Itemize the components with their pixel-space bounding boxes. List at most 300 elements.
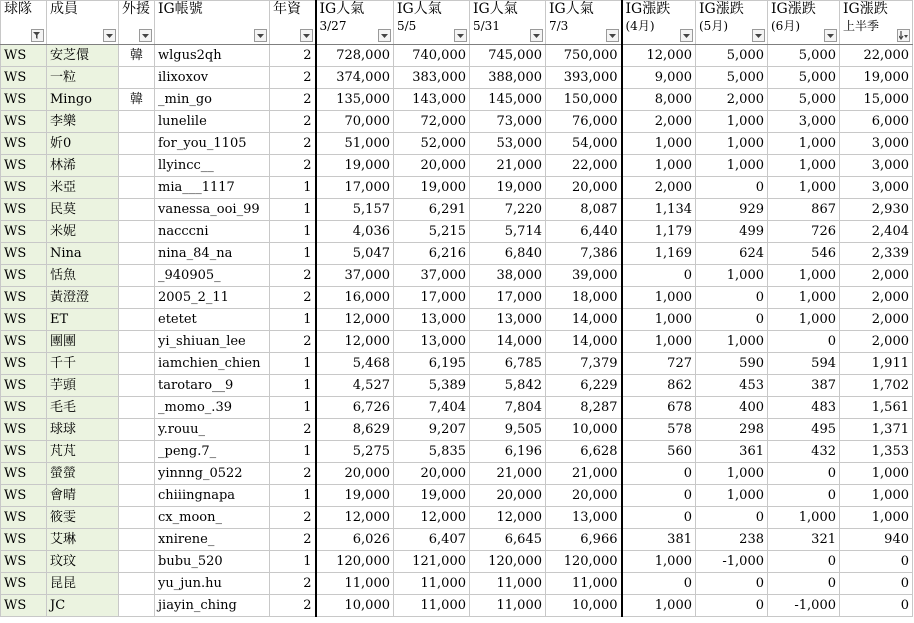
cell-ig-0531[interactable]: 6,196 [470,441,546,463]
cell-ig-0505[interactable]: 121,000 [394,551,470,573]
cell-ig-0505[interactable]: 383,000 [394,67,470,89]
cell-seniority[interactable]: 2 [270,111,316,133]
cell-change-h1[interactable]: 1,371 [840,419,913,441]
cell-foreign[interactable] [119,595,155,617]
cell-ig-0327[interactable]: 6,026 [316,529,394,551]
cell-ig-0327[interactable]: 120,000 [316,551,394,573]
cell-ig-account[interactable]: yu_jun.hu [155,573,270,595]
cell-ig-0327[interactable]: 135,000 [316,89,394,111]
cell-ig-0505[interactable]: 17,000 [394,287,470,309]
cell-change-h1[interactable]: 1,561 [840,397,913,419]
cell-change-apr[interactable]: 678 [622,397,696,419]
cell-change-may[interactable]: 400 [696,397,768,419]
cell-team[interactable]: WS [1,243,47,265]
cell-ig-0505[interactable]: 12,000 [394,507,470,529]
cell-ig-0703[interactable]: 120,000 [546,551,622,573]
cell-ig-0327[interactable]: 10,000 [316,595,394,617]
cell-foreign[interactable] [119,441,155,463]
cell-change-may[interactable]: 929 [696,199,768,221]
chevron-down-filter-button[interactable] [680,29,693,42]
cell-change-jun[interactable]: 1,000 [768,177,840,199]
cell-change-may[interactable]: 298 [696,419,768,441]
cell-change-apr[interactable]: 8,000 [622,89,696,111]
cell-change-apr[interactable]: 381 [622,529,696,551]
cell-ig-account[interactable]: _min_go [155,89,270,111]
cell-ig-0505[interactable]: 6,216 [394,243,470,265]
cell-seniority[interactable]: 1 [270,485,316,507]
cell-change-may[interactable]: 0 [696,309,768,331]
cell-foreign[interactable] [119,155,155,177]
cell-change-jun[interactable]: -1,000 [768,595,840,617]
cell-ig-0327[interactable]: 8,629 [316,419,394,441]
cell-foreign[interactable] [119,221,155,243]
cell-change-may[interactable]: 361 [696,441,768,463]
cell-change-may[interactable]: 5,000 [696,45,768,67]
cell-change-apr[interactable]: 12,000 [622,45,696,67]
cell-ig-0505[interactable]: 19,000 [394,177,470,199]
cell-change-may[interactable]: 2,000 [696,89,768,111]
cell-ig-account[interactable]: for_you_1105 [155,133,270,155]
cell-change-may[interactable]: 5,000 [696,67,768,89]
cell-ig-0703[interactable]: 8,287 [546,397,622,419]
cell-change-apr[interactable]: 2,000 [622,177,696,199]
cell-member[interactable]: 芃芃 [47,441,119,463]
cell-foreign[interactable]: 韓 [119,45,155,67]
cell-ig-0703[interactable]: 6,440 [546,221,622,243]
cell-change-apr[interactable]: 560 [622,441,696,463]
cell-change-jun[interactable]: 3,000 [768,111,840,133]
cell-change-apr[interactable]: 1,000 [622,595,696,617]
cell-ig-0703[interactable]: 10,000 [546,595,622,617]
cell-ig-account[interactable]: mia___1117 [155,177,270,199]
cell-ig-0531[interactable]: 73,000 [470,111,546,133]
cell-ig-0327[interactable]: 6,726 [316,397,394,419]
cell-change-h1[interactable]: 3,000 [840,133,913,155]
chevron-down-filter-button[interactable] [752,29,765,42]
cell-ig-0703[interactable]: 22,000 [546,155,622,177]
cell-ig-0703[interactable]: 14,000 [546,309,622,331]
cell-ig-0703[interactable]: 76,000 [546,111,622,133]
cell-team[interactable]: WS [1,67,47,89]
cell-change-h1[interactable]: 22,000 [840,45,913,67]
cell-ig-0703[interactable]: 7,379 [546,353,622,375]
cell-ig-0327[interactable]: 12,000 [316,507,394,529]
cell-ig-0531[interactable]: 7,804 [470,397,546,419]
cell-member[interactable]: 螢螢 [47,463,119,485]
cell-member[interactable]: JC [47,595,119,617]
cell-change-jun[interactable]: 594 [768,353,840,375]
cell-change-may[interactable]: 238 [696,529,768,551]
cell-ig-0531[interactable]: 21,000 [470,463,546,485]
cell-change-jun[interactable]: 5,000 [768,67,840,89]
cell-seniority[interactable]: 2 [270,331,316,353]
cell-ig-0703[interactable]: 21,000 [546,463,622,485]
cell-ig-0327[interactable]: 70,000 [316,111,394,133]
cell-ig-0703[interactable]: 18,000 [546,287,622,309]
cell-change-apr[interactable]: 727 [622,353,696,375]
cell-ig-0327[interactable]: 20,000 [316,463,394,485]
cell-change-jun[interactable]: 1,000 [768,287,840,309]
cell-ig-account[interactable]: chiiingnapa [155,485,270,507]
cell-change-h1[interactable]: 940 [840,529,913,551]
cell-seniority[interactable]: 2 [270,529,316,551]
cell-seniority[interactable]: 1 [270,375,316,397]
cell-change-jun[interactable]: 5,000 [768,89,840,111]
cell-seniority[interactable]: 1 [270,177,316,199]
chevron-down-filter-button[interactable] [454,29,467,42]
cell-team[interactable]: WS [1,573,47,595]
cell-seniority[interactable]: 1 [270,353,316,375]
cell-member[interactable]: 會晴 [47,485,119,507]
cell-ig-0505[interactable]: 5,389 [394,375,470,397]
cell-ig-0327[interactable]: 51,000 [316,133,394,155]
cell-ig-0703[interactable]: 6,628 [546,441,622,463]
cell-ig-0703[interactable]: 39,000 [546,265,622,287]
cell-ig-0505[interactable]: 11,000 [394,573,470,595]
cell-member[interactable]: 玟玟 [47,551,119,573]
cell-change-may[interactable]: 1,000 [696,111,768,133]
cell-team[interactable]: WS [1,551,47,573]
cell-ig-0505[interactable]: 5,835 [394,441,470,463]
cell-member[interactable]: 安芝儇 [47,45,119,67]
cell-change-jun[interactable]: 483 [768,397,840,419]
cell-change-apr[interactable]: 0 [622,507,696,529]
cell-change-h1[interactable]: 2,000 [840,265,913,287]
cell-change-may[interactable]: 0 [696,287,768,309]
chevron-down-filter-button[interactable] [530,29,543,42]
cell-ig-0505[interactable]: 6,291 [394,199,470,221]
cell-foreign[interactable] [119,111,155,133]
cell-ig-0703[interactable]: 14,000 [546,331,622,353]
cell-change-h1[interactable]: 6,000 [840,111,913,133]
cell-ig-0703[interactable]: 20,000 [546,177,622,199]
cell-ig-0703[interactable]: 13,000 [546,507,622,529]
cell-ig-0505[interactable]: 20,000 [394,463,470,485]
cell-change-h1[interactable]: 2,404 [840,221,913,243]
cell-ig-account[interactable]: cx_moon_ [155,507,270,529]
filter-active-filter-button[interactable] [31,29,44,42]
cell-change-may[interactable]: 1,000 [696,485,768,507]
cell-ig-0703[interactable]: 6,966 [546,529,622,551]
cell-member[interactable]: 一粒 [47,67,119,89]
cell-foreign[interactable] [119,133,155,155]
cell-ig-0531[interactable]: 5,842 [470,375,546,397]
cell-change-apr[interactable]: 1,000 [622,133,696,155]
cell-change-may[interactable]: 1,000 [696,265,768,287]
cell-seniority[interactable]: 2 [270,463,316,485]
cell-ig-0531[interactable]: 120,000 [470,551,546,573]
cell-team[interactable]: WS [1,89,47,111]
cell-change-apr[interactable]: 0 [622,573,696,595]
cell-change-jun[interactable]: 546 [768,243,840,265]
cell-change-may[interactable]: 1,000 [696,463,768,485]
cell-change-h1[interactable]: 1,000 [840,463,913,485]
cell-ig-account[interactable]: tarotaro__9 [155,375,270,397]
cell-foreign[interactable] [119,463,155,485]
cell-change-jun[interactable]: 0 [768,463,840,485]
cell-member[interactable]: 民莫 [47,199,119,221]
chevron-down-filter-button[interactable] [103,29,116,42]
cell-team[interactable]: WS [1,397,47,419]
cell-ig-0531[interactable]: 17,000 [470,287,546,309]
cell-foreign[interactable] [119,419,155,441]
cell-foreign[interactable] [119,265,155,287]
cell-change-may[interactable]: 0 [696,595,768,617]
cell-ig-account[interactable]: ilixoxov [155,67,270,89]
cell-change-h1[interactable]: 1,353 [840,441,913,463]
cell-ig-account[interactable]: jiayin_ching [155,595,270,617]
cell-team[interactable]: WS [1,45,47,67]
cell-ig-0531[interactable]: 7,220 [470,199,546,221]
cell-member[interactable]: 米亞 [47,177,119,199]
cell-seniority[interactable]: 1 [270,441,316,463]
cell-change-apr[interactable]: 1,169 [622,243,696,265]
cell-team[interactable]: WS [1,199,47,221]
cell-foreign[interactable] [119,551,155,573]
cell-change-h1[interactable]: 3,000 [840,177,913,199]
cell-change-h1[interactable]: 0 [840,551,913,573]
cell-member[interactable]: Mingo [47,89,119,111]
cell-team[interactable]: WS [1,221,47,243]
cell-ig-0531[interactable]: 13,000 [470,309,546,331]
cell-member[interactable]: 林浠 [47,155,119,177]
cell-foreign[interactable] [119,507,155,529]
cell-change-jun[interactable]: 0 [768,331,840,353]
cell-ig-0531[interactable]: 145,000 [470,89,546,111]
cell-change-jun[interactable]: 1,000 [768,507,840,529]
cell-ig-0327[interactable]: 19,000 [316,485,394,507]
cell-change-may[interactable]: -1,000 [696,551,768,573]
cell-ig-account[interactable]: lunelile [155,111,270,133]
cell-seniority[interactable]: 2 [270,595,316,617]
cell-seniority[interactable]: 1 [270,309,316,331]
cell-foreign[interactable] [119,353,155,375]
cell-seniority[interactable]: 2 [270,287,316,309]
cell-ig-0703[interactable]: 7,386 [546,243,622,265]
cell-ig-0703[interactable]: 393,000 [546,67,622,89]
cell-ig-account[interactable]: nacccni [155,221,270,243]
cell-ig-0505[interactable]: 5,215 [394,221,470,243]
cell-ig-account[interactable]: vanessa_ooi_99 [155,199,270,221]
cell-member[interactable]: 芋頭 [47,375,119,397]
cell-ig-0531[interactable]: 6,840 [470,243,546,265]
cell-change-may[interactable]: 1,000 [696,331,768,353]
cell-member[interactable]: 黃澄澄 [47,287,119,309]
cell-change-jun[interactable]: 0 [768,485,840,507]
cell-change-jun[interactable]: 726 [768,221,840,243]
cell-seniority[interactable]: 1 [270,221,316,243]
cell-team[interactable]: WS [1,309,47,331]
cell-ig-account[interactable]: xnirene_ [155,529,270,551]
cell-team[interactable]: WS [1,485,47,507]
cell-team[interactable]: WS [1,353,47,375]
cell-change-jun[interactable]: 1,000 [768,155,840,177]
cell-seniority[interactable]: 1 [270,243,316,265]
cell-ig-0327[interactable]: 728,000 [316,45,394,67]
cell-ig-account[interactable]: wlgus2qh [155,45,270,67]
cell-ig-0703[interactable]: 20,000 [546,485,622,507]
cell-ig-0505[interactable]: 11,000 [394,595,470,617]
cell-ig-0327[interactable]: 5,047 [316,243,394,265]
cell-ig-account[interactable]: yinnng_0522 [155,463,270,485]
cell-ig-0531[interactable]: 745,000 [470,45,546,67]
cell-change-jun[interactable]: 0 [768,551,840,573]
cell-ig-0505[interactable]: 143,000 [394,89,470,111]
cell-change-jun[interactable]: 0 [768,573,840,595]
cell-member[interactable]: 李樂 [47,111,119,133]
cell-ig-0327[interactable]: 11,000 [316,573,394,595]
cell-ig-0505[interactable]: 6,407 [394,529,470,551]
cell-change-jun[interactable]: 321 [768,529,840,551]
cell-change-h1[interactable]: 2,000 [840,287,913,309]
cell-change-h1[interactable]: 1,000 [840,507,913,529]
cell-foreign[interactable] [119,573,155,595]
cell-seniority[interactable]: 2 [270,507,316,529]
cell-foreign[interactable] [119,199,155,221]
cell-ig-0505[interactable]: 19,000 [394,485,470,507]
cell-team[interactable]: WS [1,595,47,617]
cell-change-apr[interactable]: 0 [622,485,696,507]
cell-change-jun[interactable]: 1,000 [768,309,840,331]
cell-change-apr[interactable]: 1,134 [622,199,696,221]
cell-team[interactable]: WS [1,331,47,353]
cell-change-apr[interactable]: 9,000 [622,67,696,89]
cell-seniority[interactable]: 2 [270,133,316,155]
cell-change-apr[interactable]: 1,000 [622,155,696,177]
cell-ig-account[interactable]: llyincc__ [155,155,270,177]
cell-change-may[interactable]: 453 [696,375,768,397]
cell-ig-0703[interactable]: 8,087 [546,199,622,221]
cell-change-apr[interactable]: 862 [622,375,696,397]
cell-change-jun[interactable]: 495 [768,419,840,441]
cell-seniority[interactable]: 2 [270,419,316,441]
cell-team[interactable]: WS [1,441,47,463]
cell-team[interactable]: WS [1,177,47,199]
cell-seniority[interactable]: 2 [270,573,316,595]
cell-ig-0531[interactable]: 12,000 [470,507,546,529]
cell-team[interactable]: WS [1,287,47,309]
cell-ig-0531[interactable]: 5,714 [470,221,546,243]
cell-ig-0505[interactable]: 13,000 [394,331,470,353]
cell-change-apr[interactable]: 1,000 [622,551,696,573]
cell-ig-0505[interactable]: 72,000 [394,111,470,133]
cell-team[interactable]: WS [1,463,47,485]
cell-ig-account[interactable]: iamchien_chien [155,353,270,375]
cell-ig-account[interactable]: bubu_520 [155,551,270,573]
cell-seniority[interactable]: 2 [270,155,316,177]
cell-ig-account[interactable]: y.rouu_ [155,419,270,441]
cell-member[interactable]: 筱雯 [47,507,119,529]
cell-change-apr[interactable]: 1,179 [622,221,696,243]
cell-change-h1[interactable]: 2,000 [840,309,913,331]
cell-foreign[interactable] [119,287,155,309]
cell-team[interactable]: WS [1,529,47,551]
cell-foreign[interactable] [119,529,155,551]
cell-team[interactable]: WS [1,265,47,287]
cell-change-jun[interactable]: 432 [768,441,840,463]
cell-ig-0531[interactable]: 388,000 [470,67,546,89]
cell-ig-0703[interactable]: 750,000 [546,45,622,67]
cell-change-apr[interactable]: 0 [622,463,696,485]
cell-change-may[interactable]: 590 [696,353,768,375]
cell-ig-0703[interactable]: 11,000 [546,573,622,595]
cell-member[interactable]: 球球 [47,419,119,441]
cell-ig-0327[interactable]: 5,468 [316,353,394,375]
cell-member[interactable]: Nina [47,243,119,265]
chevron-down-filter-button[interactable] [139,29,152,42]
cell-ig-0703[interactable]: 150,000 [546,89,622,111]
cell-seniority[interactable]: 1 [270,551,316,573]
sort-descending-filter-button[interactable] [897,29,910,42]
cell-member[interactable]: ET [47,309,119,331]
cell-change-h1[interactable]: 1,702 [840,375,913,397]
cell-ig-0505[interactable]: 6,195 [394,353,470,375]
cell-change-apr[interactable]: 2,000 [622,111,696,133]
cell-change-h1[interactable]: 15,000 [840,89,913,111]
cell-change-jun[interactable]: 1,000 [768,265,840,287]
chevron-down-filter-button[interactable] [824,29,837,42]
cell-team[interactable]: WS [1,111,47,133]
cell-change-h1[interactable]: 2,000 [840,331,913,353]
cell-ig-account[interactable]: etetet [155,309,270,331]
cell-ig-0327[interactable]: 17,000 [316,177,394,199]
cell-ig-0531[interactable]: 21,000 [470,155,546,177]
cell-ig-account[interactable]: yi_shiuan_lee [155,331,270,353]
cell-change-jun[interactable]: 5,000 [768,45,840,67]
cell-ig-0327[interactable]: 12,000 [316,309,394,331]
cell-team[interactable]: WS [1,419,47,441]
cell-change-h1[interactable]: 1,000 [840,485,913,507]
cell-seniority[interactable]: 2 [270,45,316,67]
cell-foreign[interactable] [119,485,155,507]
cell-change-may[interactable]: 0 [696,507,768,529]
cell-change-apr[interactable]: 1,000 [622,331,696,353]
cell-change-may[interactable]: 624 [696,243,768,265]
cell-ig-0505[interactable]: 9,207 [394,419,470,441]
chevron-down-filter-button[interactable] [300,29,313,42]
cell-seniority[interactable]: 2 [270,89,316,111]
cell-ig-0531[interactable]: 20,000 [470,485,546,507]
cell-ig-0327[interactable]: 5,157 [316,199,394,221]
cell-ig-0505[interactable]: 20,000 [394,155,470,177]
cell-change-may[interactable]: 0 [696,573,768,595]
cell-change-h1[interactable]: 2,930 [840,199,913,221]
cell-ig-0531[interactable]: 11,000 [470,573,546,595]
cell-change-h1[interactable]: 19,000 [840,67,913,89]
chevron-down-filter-button[interactable] [254,29,267,42]
cell-ig-0703[interactable]: 10,000 [546,419,622,441]
cell-ig-0505[interactable]: 7,404 [394,397,470,419]
cell-change-may[interactable]: 0 [696,177,768,199]
chevron-down-filter-button[interactable] [378,29,391,42]
cell-member[interactable]: 米妮 [47,221,119,243]
chevron-down-filter-button[interactable] [606,29,619,42]
cell-change-jun[interactable]: 387 [768,375,840,397]
cell-team[interactable]: WS [1,507,47,529]
cell-foreign[interactable] [119,67,155,89]
cell-seniority[interactable]: 1 [270,199,316,221]
cell-ig-0703[interactable]: 6,229 [546,375,622,397]
cell-member[interactable]: 團團 [47,331,119,353]
cell-foreign[interactable] [119,397,155,419]
cell-team[interactable]: WS [1,155,47,177]
cell-change-h1[interactable]: 0 [840,595,913,617]
cell-ig-account[interactable]: _momo_.39 [155,397,270,419]
cell-foreign[interactable] [119,331,155,353]
cell-ig-0531[interactable]: 19,000 [470,177,546,199]
cell-ig-0327[interactable]: 374,000 [316,67,394,89]
cell-ig-0327[interactable]: 12,000 [316,331,394,353]
